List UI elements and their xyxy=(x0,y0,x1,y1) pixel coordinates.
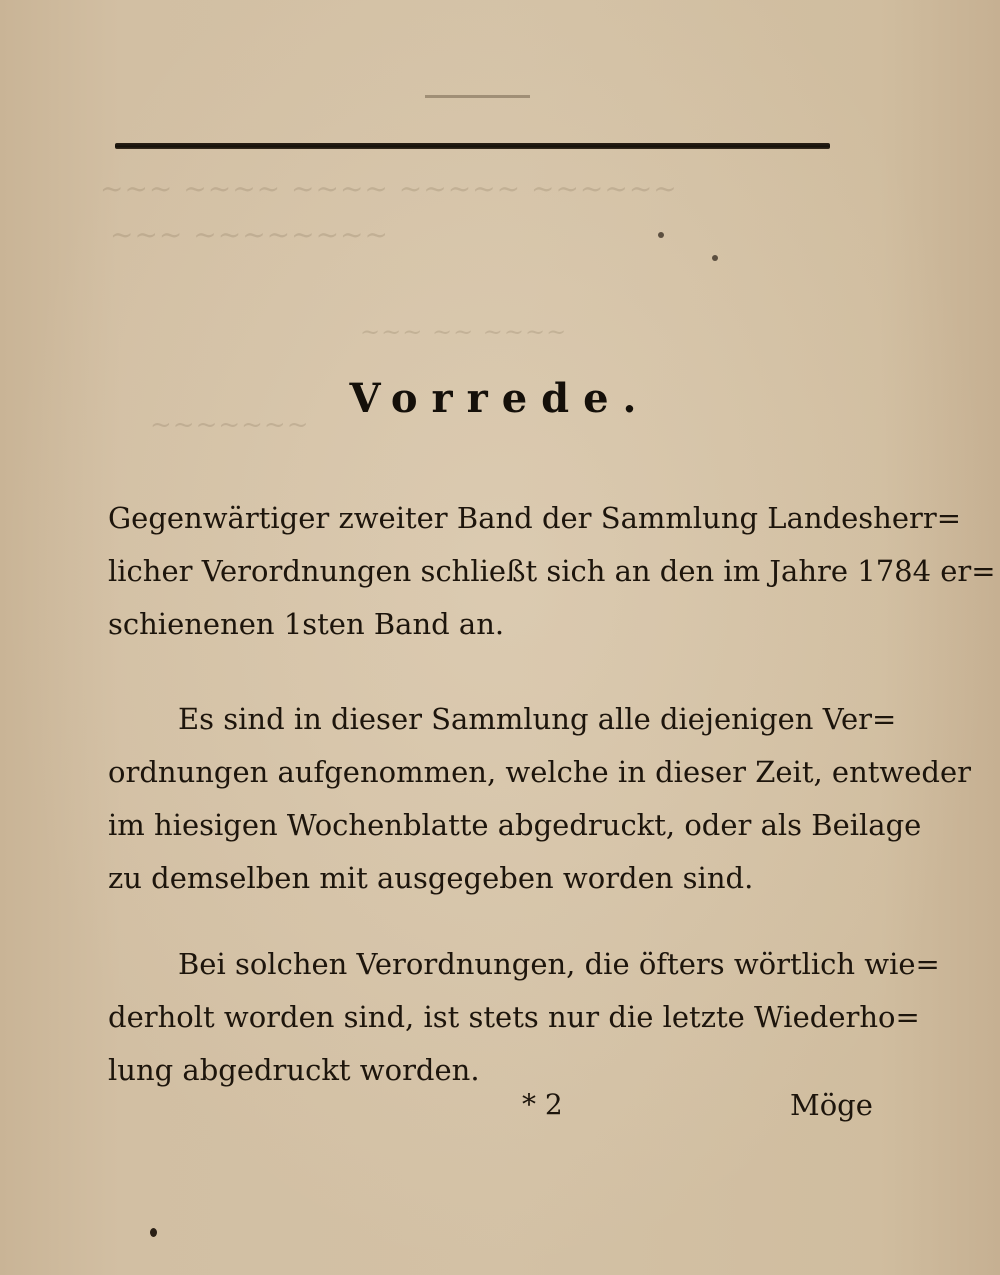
bleed-through-text: ~~~~~~~ xyxy=(150,410,310,440)
bleed-through-text: ~~~ ~~~~~~~~ xyxy=(110,218,389,251)
signature-mark: * 2 xyxy=(522,1088,563,1121)
text-line: Bei solchen Verordnungen, die öfters wörtlich wie= xyxy=(178,947,940,981)
page-heading: Vorrede. xyxy=(349,375,651,422)
bleed-through-text: ~~~ ~~ ~~~~ xyxy=(360,318,568,346)
header-rule xyxy=(115,143,830,149)
paragraph-1 xyxy=(108,492,996,651)
text-line: ordnungen aufgenommen, welche in dieser Zeit, entweder xyxy=(108,755,971,789)
text-line: schienenen 1sten Band an. xyxy=(108,607,505,641)
ink-speck xyxy=(150,1228,157,1237)
paragraph-3 xyxy=(108,938,940,1097)
text-line: lung abgedruckt worden. xyxy=(108,1053,480,1087)
ornament-dash xyxy=(425,95,530,98)
text-line: Gegenwärtiger zweiter Band der Sammlung Landesherr= xyxy=(108,501,962,535)
ink-speck xyxy=(712,255,718,261)
catchword: Möge xyxy=(790,1088,873,1122)
paragraph-2 xyxy=(108,693,971,905)
text-line: im hiesigen Wochenblatte abgedruckt, oder als Beilage xyxy=(108,808,922,842)
text-line: Es sind in dieser Sammlung alle diejenigen Ver= xyxy=(178,702,897,736)
bleed-through-text: ~~~ ~~~~ ~~~~ ~~~~~ ~~~~~~ xyxy=(100,172,678,205)
ink-speck xyxy=(658,232,664,238)
text-line: licher Verordnungen schließt sich an den im Jahre 1784 er= xyxy=(108,554,996,588)
text-line: zu demselben mit ausgegeben worden sind. xyxy=(108,861,754,895)
text-line: derholt worden sind, ist stets nur die letzte Wiederho= xyxy=(108,1000,920,1034)
